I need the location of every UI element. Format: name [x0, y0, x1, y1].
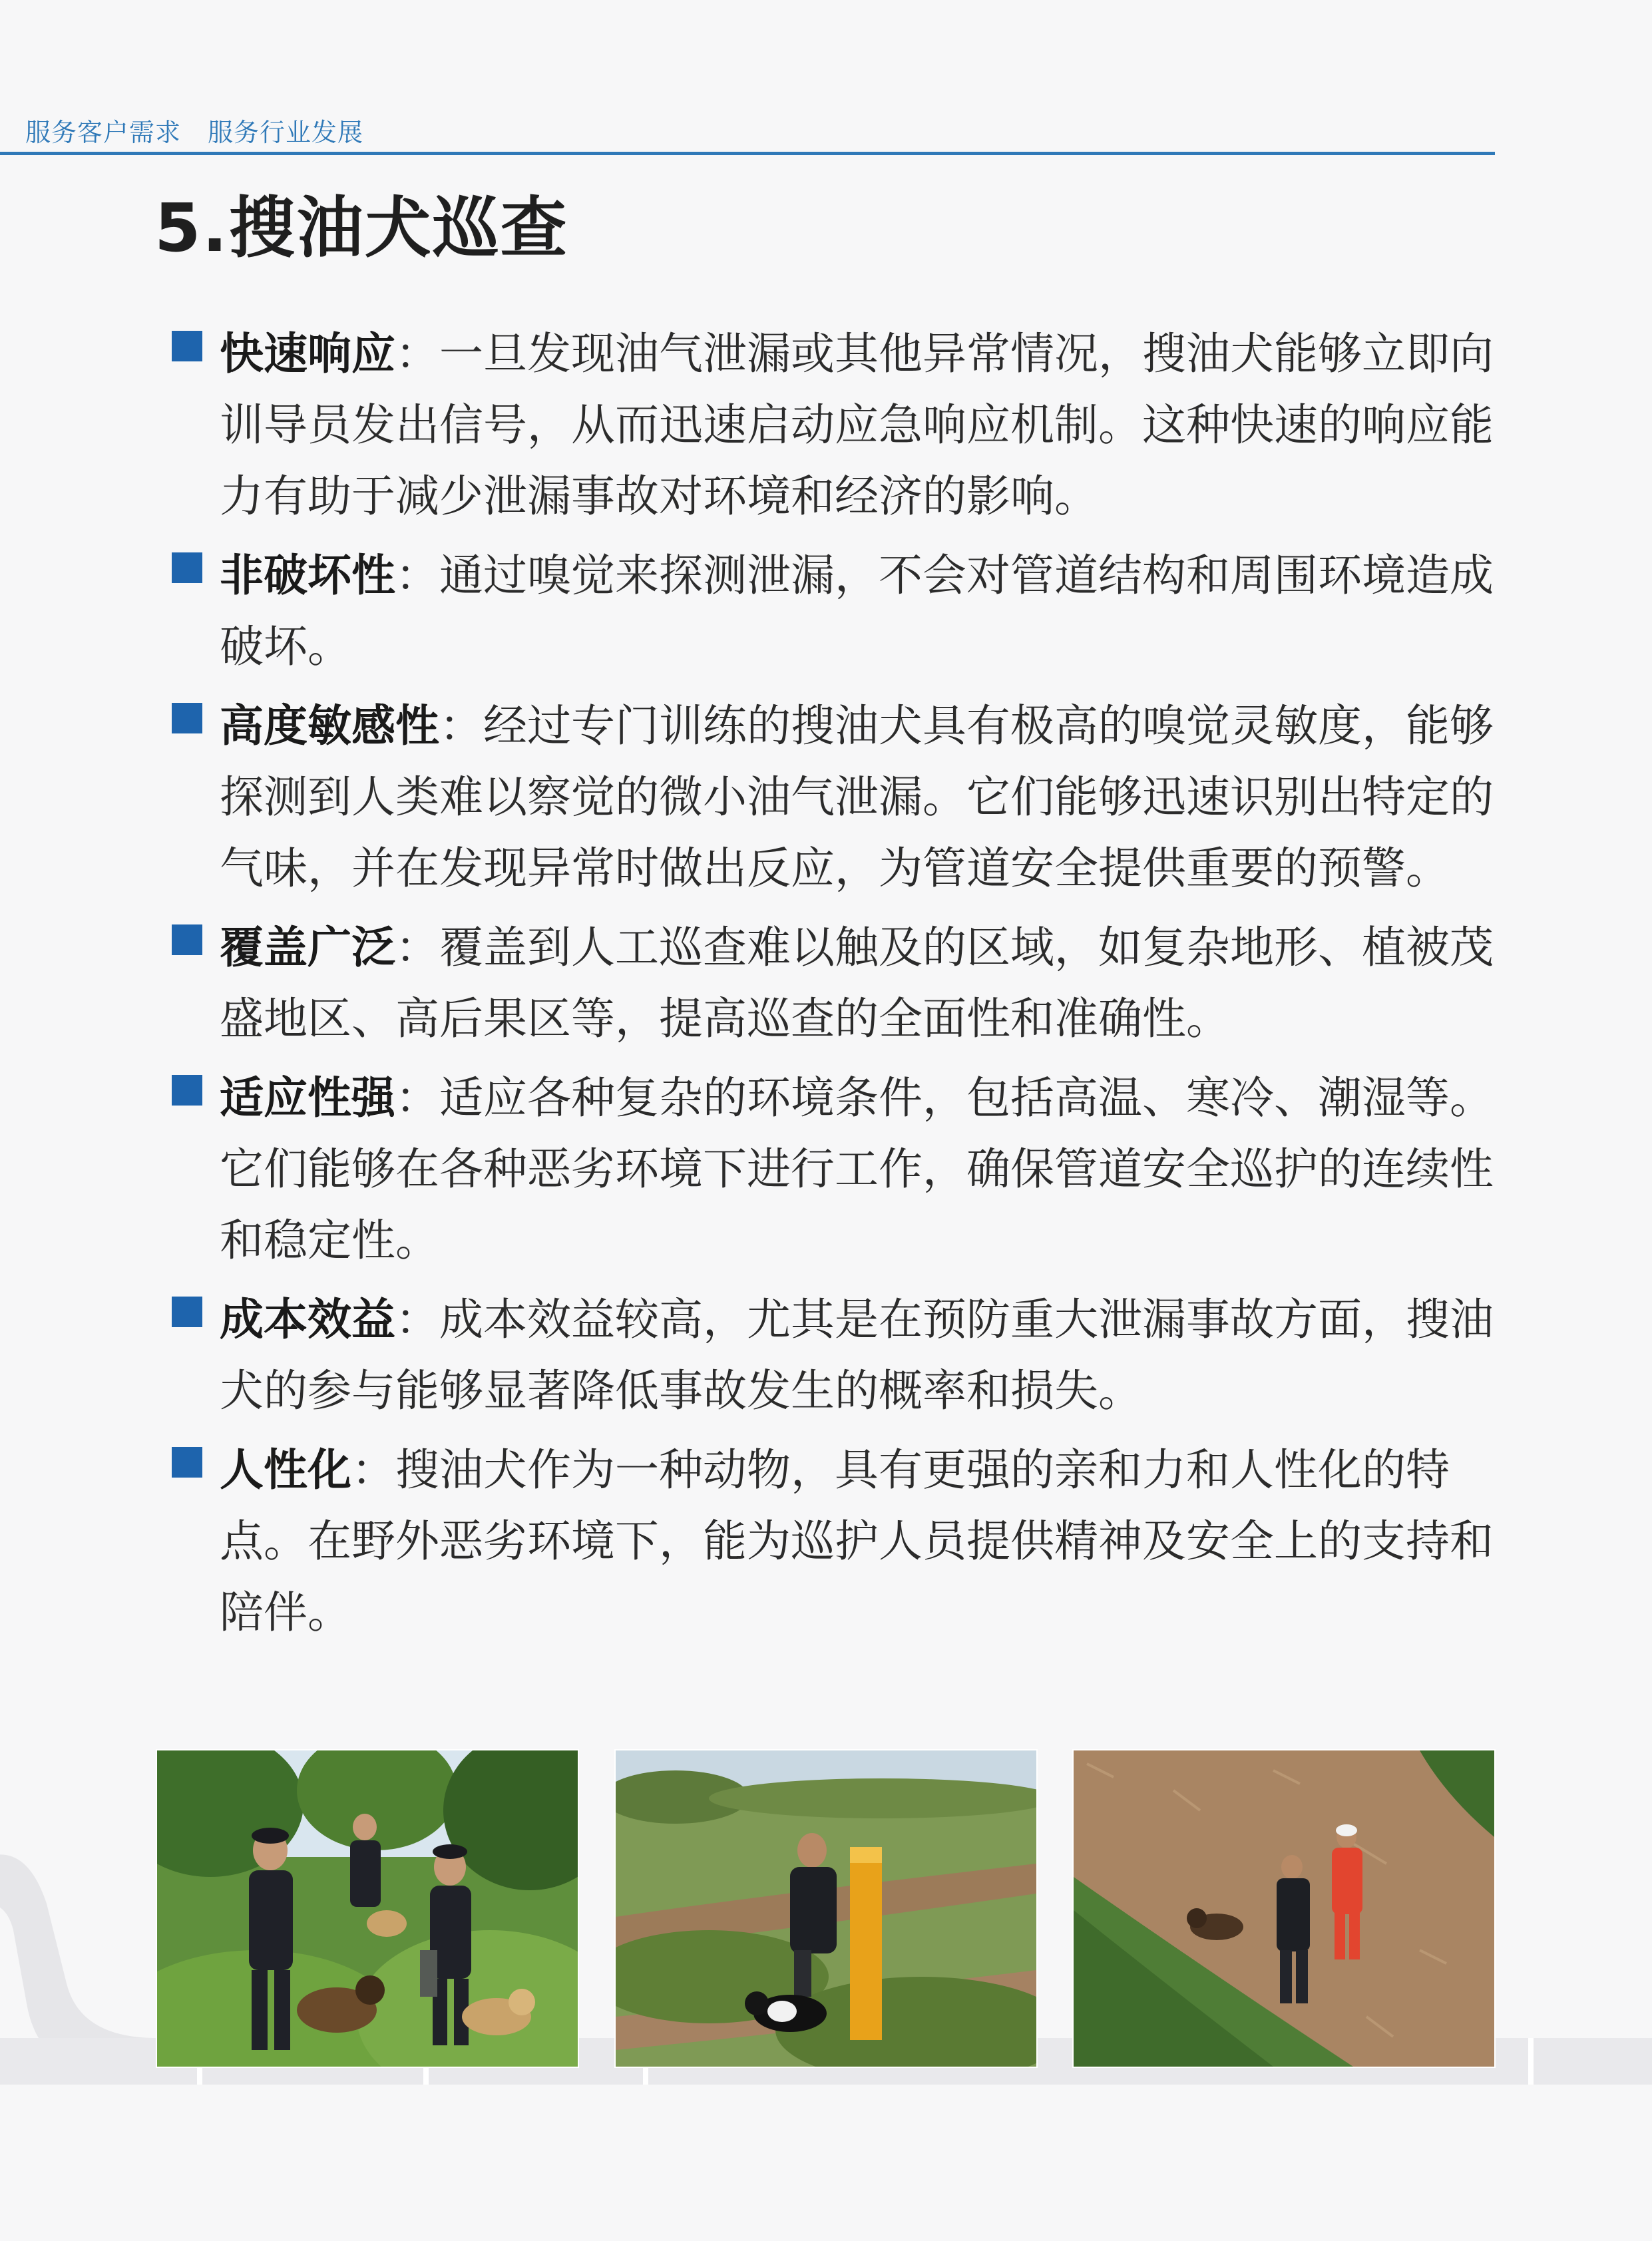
handlers-with-dogs-photo [157, 1750, 578, 2067]
bullet-square-icon [172, 703, 202, 733]
header-divider [0, 152, 1495, 155]
item-text: 搜油犬作为一种动物，具有更强的亲和力和人性化的特点。在野外恶劣环境下，能为巡护人员提供精神及安全上的支持和陪伴。 [220, 1444, 1494, 1638]
item-text: 经过专门训练的搜油犬具有极高的嗅觉灵敏度，能够探测到人类难以察觉的微小油气泄漏。它们能够迅速识别出特定的气味，并在发现异常时做出反应，为管道安全提供重要的预警。 [220, 700, 1494, 894]
bullet-square-icon [172, 552, 202, 583]
item-separator: ： [351, 1444, 395, 1496]
item-term: 快速响应 [220, 328, 395, 379]
item-term: 成本效益 [220, 1294, 395, 1345]
item-term: 人性化 [220, 1444, 351, 1496]
dog-at-pipeline-marker-photo [616, 1750, 1036, 2067]
bullet-square-icon [172, 1297, 202, 1327]
page-title: 5.搜油犬巡查 [154, 189, 568, 267]
item-term: 适应性强 [220, 1072, 395, 1123]
item-separator: ： [395, 328, 439, 379]
item-text: 适应各种复杂的环境条件，包括高温、寒冷、潮湿等。它们能够在各种恶劣环境下进行工作，确保管道安全巡护的连续性和稳定性。 [220, 1072, 1494, 1266]
list-item-non-destructive [172, 540, 1498, 682]
list-item-adaptability [172, 1062, 1498, 1276]
list-item-cost-effectiveness [172, 1284, 1498, 1426]
header-right-text: 服务行业发展 [208, 118, 364, 147]
item-separator: ： [395, 550, 439, 601]
item-separator: ： [395, 1294, 439, 1345]
item-text: 通过嗅觉来探测泄漏，不会对管道结构和周围环境造成破坏。 [220, 550, 1494, 672]
list-item-high-sensitivity [172, 690, 1498, 904]
header-left-text: 服务客户需求 [25, 118, 182, 147]
item-term: 非破坏性 [220, 550, 395, 601]
item-separator: ： [395, 922, 439, 973]
list-item-humanization [172, 1434, 1498, 1648]
bullet-square-icon [172, 1075, 202, 1106]
bullet-square-icon [172, 924, 202, 955]
page-header [25, 112, 363, 148]
item-text: 一旦发现油气泄漏或其他异常情况，搜油犬能够立即向训导员发出信号，从而迅速启动应急响应机制。这种快速的响应能力有助于减少泄漏事故对环境和经济的影响。 [220, 328, 1494, 522]
list-item-rapid-response [172, 318, 1498, 532]
item-term: 高度敏感性 [220, 700, 439, 751]
item-separator: ： [439, 700, 483, 751]
item-term: 覆盖广泛 [220, 922, 395, 973]
list-item-wide-coverage [172, 912, 1498, 1054]
bullet-square-icon [172, 1447, 202, 1478]
search-team-on-slope-photo [1074, 1750, 1494, 2067]
photo-row [0, 1750, 1652, 2067]
item-text: 成本效益较高，尤其是在预防重大泄漏事故方面，搜油犬的参与能够显著降低事故发生的概率和损失。 [220, 1294, 1494, 1416]
bullet-square-icon [172, 331, 202, 361]
feature-list [172, 318, 1498, 1656]
item-separator: ： [395, 1072, 439, 1123]
item-text: 覆盖到人工巡查难以触及的区域，如复杂地形、植被茂盛地区、高后果区等，提高巡查的全面性和准确性。 [220, 922, 1494, 1044]
